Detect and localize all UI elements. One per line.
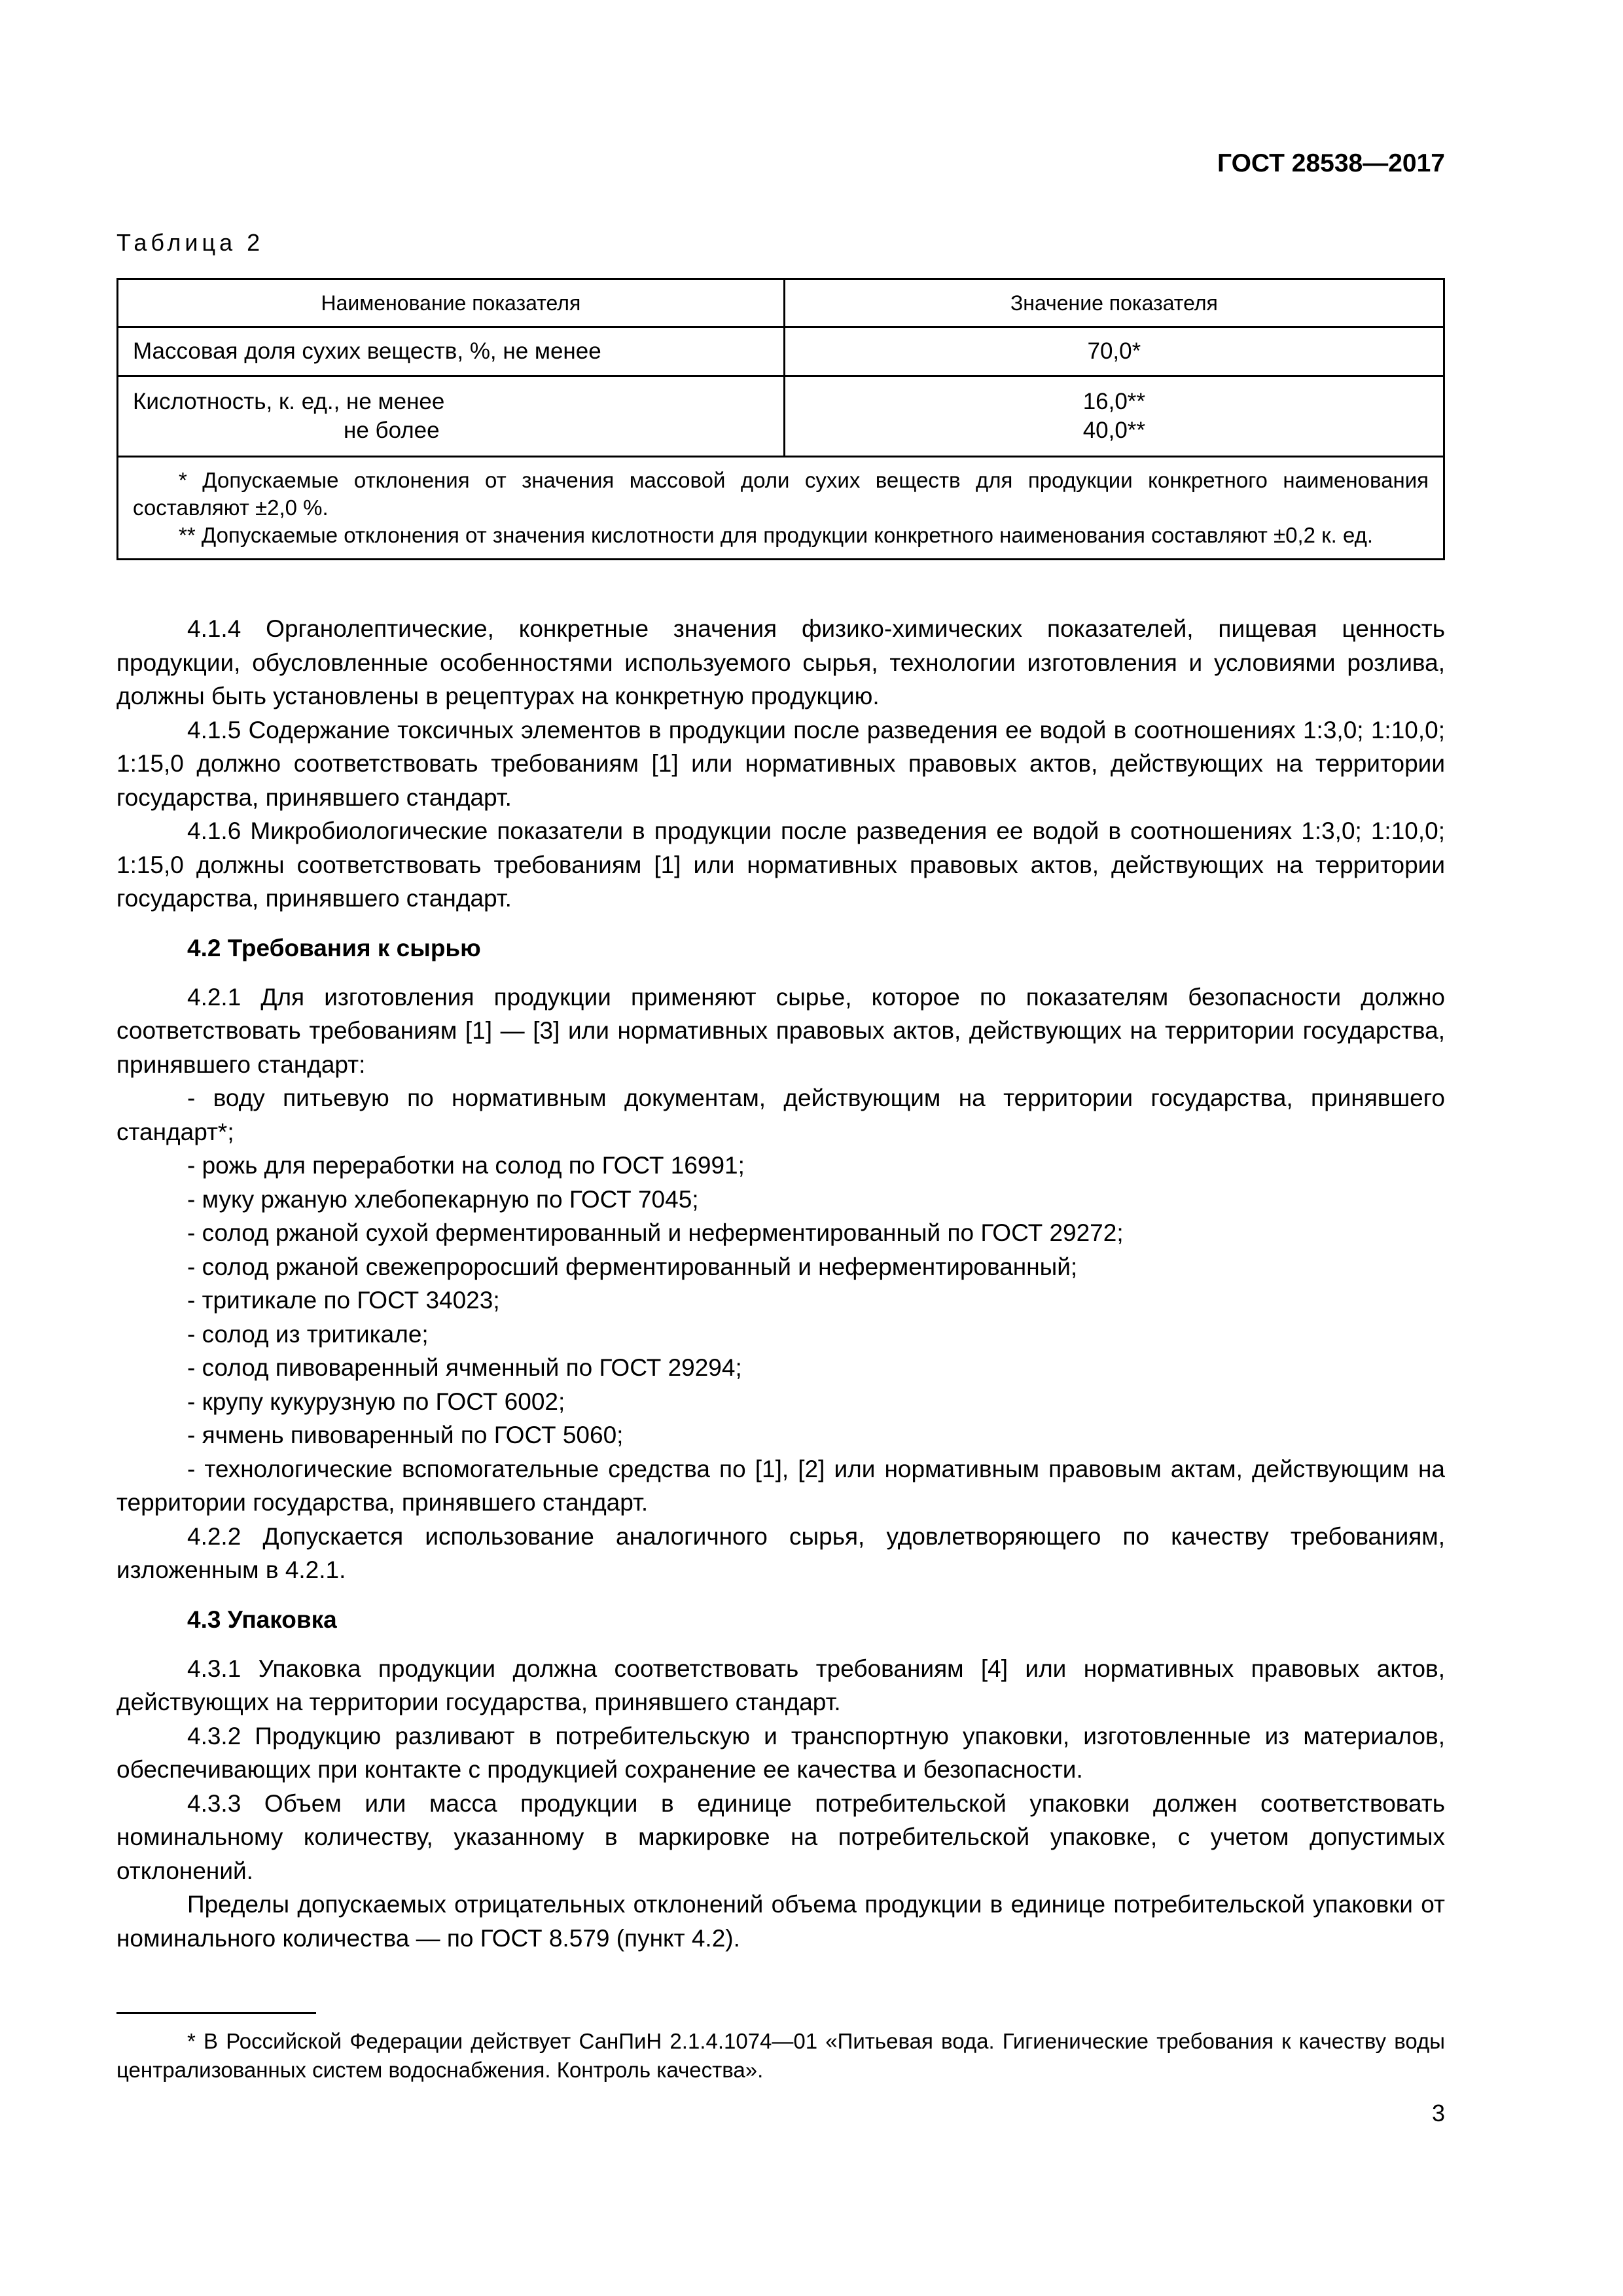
paragraph-4-2-1: 4.2.1 Для изготовления продукции применяют сырье, которое по показателям безопасности должно соответствовать требованиям [1] — [3] или нормативных правовых актов, действующих на территории государства, принявшего стандарт: [116,983,1445,1078]
table-notes [118,457,1444,560]
column-header-value: Значение показателя [784,279,1444,327]
row-value-line: 16,0** [1082,389,1146,414]
row-name [118,376,785,457]
raw-materials-list [116,1081,1445,1520]
paragraph-limits: Пределы допускаемых отрицательных отклонений объема продукции в единице потребительской упаковки от номинального количества — по ГОСТ 8.579 (пункт 4.2). [116,1891,1445,1952]
list-item: - ячмень пивоваренный по ГОСТ 5060; [116,1418,1445,1452]
paragraph-4-1-4: 4.1.4 Органолептические, конкретные значения физико-химических показателей, пищевая ценность продукции, обусловленные особенностями используемого сырья, технологии изготовления и условиями розлива, должны быть установлены в рецептурах на конкретную продукцию. [116,615,1445,709]
table-row [118,327,1444,376]
section-heading-4-3: 4.3 Упаковка [187,1605,337,1633]
column-header-name: Наименование показателя [118,279,785,327]
list-item: - солод из тритикале; [116,1318,1445,1352]
page-number: 3 [1431,2100,1445,2126]
paragraph-4-3-1: 4.3.1 Упаковка продукции должна соответствовать требованиям [4] или нормативных правовых актов, действующих на территории государства, принявшего стандарт. [116,1655,1445,1715]
footnote: * В Российской Федерации действует СанПиН 2.1.4.1074—01 «Питьевая вода. Гигиенические требования к качеству воды централизованных систем водоснабжения. Контроль качества». [116,2029,1445,2082]
paragraph-4-1-5: 4.1.5 Содержание токсичных элементов в продукции после разведения ее водой в соотношениях 1:3,0; 1:10,0; 1:15,0 должно соответствовать требованиям [1] или нормативных правовых актов, действующих на территории государства, принявшего стандарт. [116,716,1445,811]
footnote-divider [116,2012,316,2014]
table-caption: Таблица 2 [116,229,264,256]
list-item: - солод ржаной свежепроросший ферментированный и неферментированный; [116,1250,1445,1284]
list-item: - тритикале по ГОСТ 34023; [116,1283,1445,1318]
row-value: 70,0* [784,327,1444,376]
row-name-line: не более [344,418,440,443]
row-name-line: Кислотность, к. ед., не менее [133,389,445,414]
table-row [118,376,1444,457]
row-value [784,376,1444,457]
list-item: - воду питьевую по нормативным документам, действующим на территории государства, принявшего стандарт*; [116,1081,1445,1149]
table-header-row [118,279,1444,327]
table-note: * Допускаемые отклонения от значения массовой доли сухих веществ для продукции конкретного наименования составляют ±2,0 %. [133,468,1429,520]
paragraph-4-3-3: 4.3.3 Объем или масса продукции в единице потребительской упаковки должен соответствовать номинальному количеству, указанному в маркировке на потребительской упаковке, с учетом допустимых отклонений. [116,1789,1445,1884]
list-item: - рожь для переработки на солод по ГОСТ 16991; [116,1149,1445,1183]
section-heading-4-2: 4.2 Требования к сырью [187,934,481,961]
document-body [116,612,1445,1955]
list-item: - солод ржаной сухой ферментированный и неферментированный по ГОСТ 29272; [116,1216,1445,1250]
list-item: - муку ржаную хлебопекарную по ГОСТ 7045; [116,1183,1445,1217]
paragraph-4-2-2: 4.2.2 Допускается использование аналогичного сырья, удовлетворяющего по качеству требованиям, изложенным в 4.2.1. [116,1522,1445,1583]
table-note: ** Допускаемые отклонения от значения кислотности для продукции конкретного наименования составляют ±0,2 к. ед. [179,523,1374,547]
standard-number: ГОСТ 28538—2017 [1217,149,1445,177]
list-item: - крупу кукурузную по ГОСТ 6002; [116,1385,1445,1419]
list-item: - технологические вспомогательные средства по [1], [2] или нормативным правовым актам, действующим на территории государства, принявшего стандарт. [116,1452,1445,1520]
list-item: - солод пивоваренный ячменный по ГОСТ 29294; [116,1351,1445,1385]
table-notes-row [118,457,1444,560]
paragraph-4-3-2: 4.3.2 Продукцию разливают в потребительскую и транспортную упаковки, изготовленные из материалов, обеспечивающих при контакте с продукцией сохранение ее качества и безопасности. [116,1722,1445,1783]
row-name: Массовая доля сухих веществ, %, не менее [118,327,785,376]
paragraph-4-1-6: 4.1.6 Микробиологические показатели в продукции после разведения ее водой в соотношениях 1:3,0; 1:10,0; 1:15,0 должны соответствовать требованиям [1] или нормативных правовых актов, действующих на территории государства, принявшего стандарт. [116,817,1445,912]
parameters-table [116,278,1445,560]
row-value-line: 40,0** [1082,418,1146,443]
